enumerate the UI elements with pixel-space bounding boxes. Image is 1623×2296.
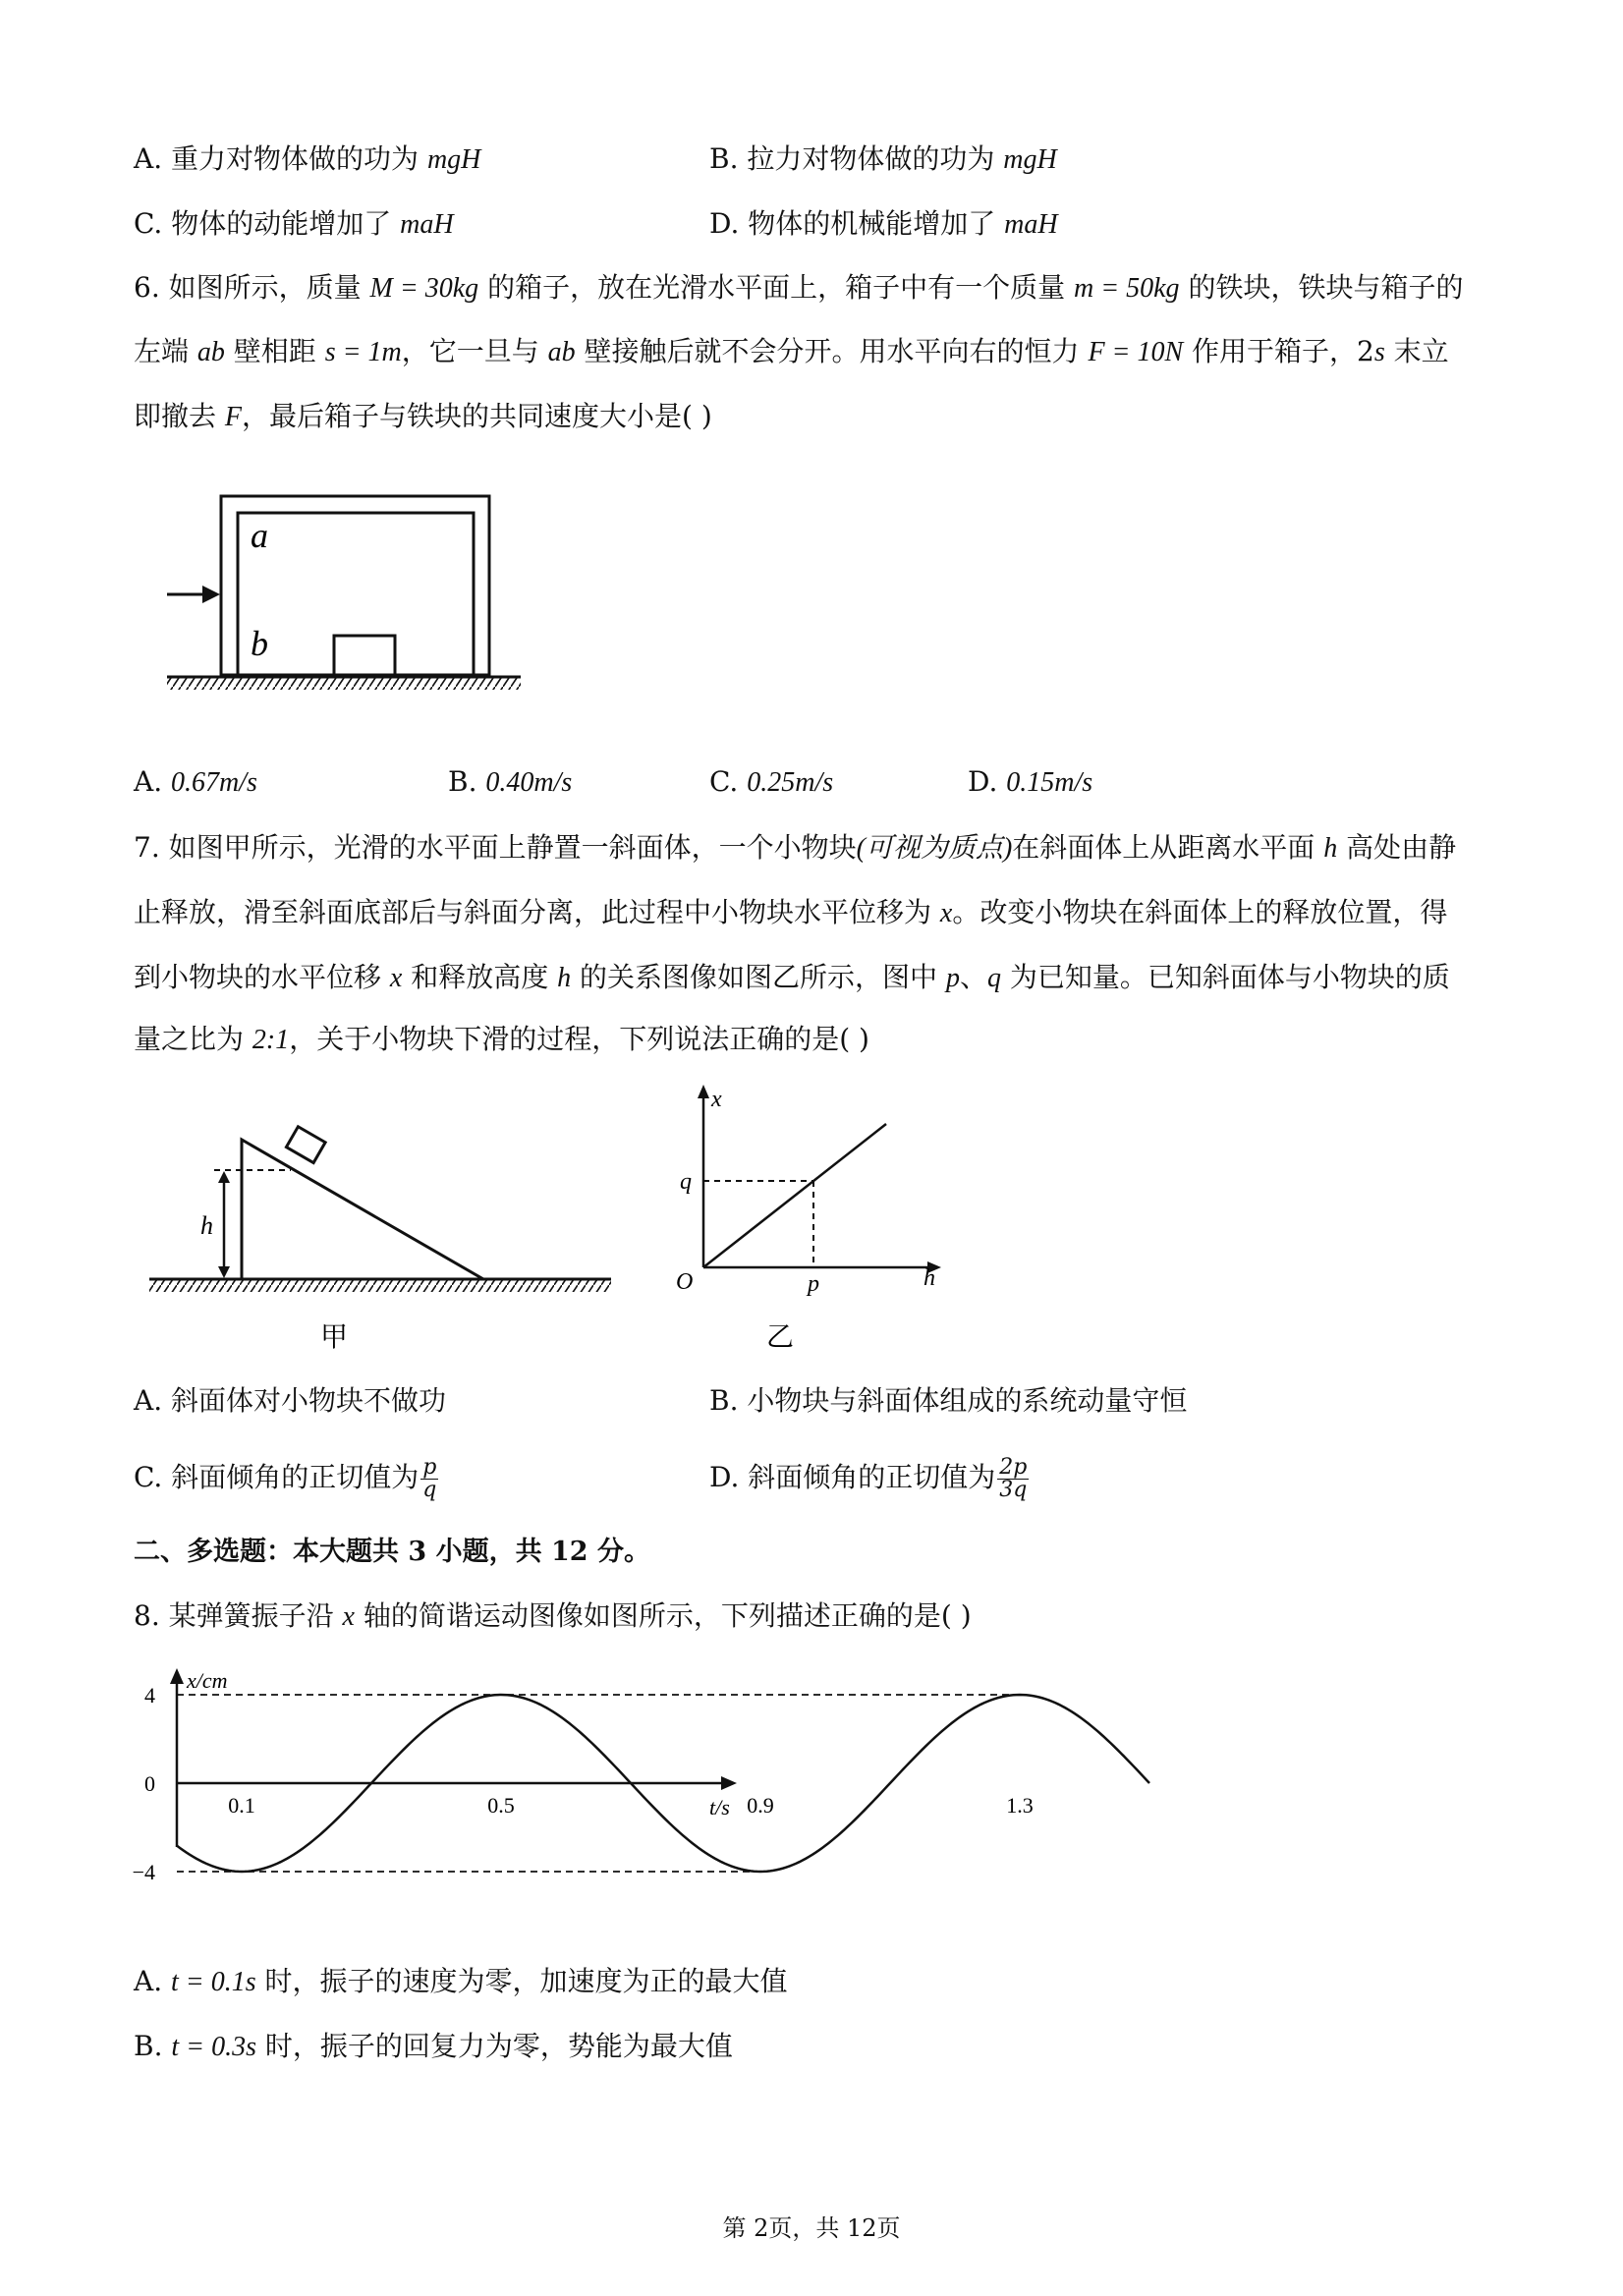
formula: t = 0.3s [171, 2032, 256, 2062]
text: 8. 某弹簧振子沿 [134, 1599, 343, 1632]
x-axis-arrow [698, 1085, 709, 1098]
y-tick-label: 0 [144, 1771, 155, 1796]
q5-option-b [709, 142, 1057, 177]
fraction [420, 1457, 438, 1501]
q7-stem-line4 [134, 1023, 869, 1057]
formula: 2:1 [252, 1025, 290, 1055]
option-text: C. 斜面倾角的正切值为 [134, 1461, 420, 1493]
text: 的箱子，放在光滑水平面上，箱子中有一个质量 [478, 271, 1074, 304]
ground-hatch [167, 678, 521, 690]
text: 到小物块的水平位移 [134, 961, 390, 993]
force-arrow-head [202, 586, 220, 603]
q6-option-a [134, 765, 257, 800]
formula: (可视为质点) [856, 833, 1013, 864]
option-label: A. [134, 765, 172, 798]
formula: maH [1004, 209, 1058, 240]
option-text: A. 斜面体对小物块不做功 [134, 1384, 447, 1417]
height-arrow-top [218, 1171, 230, 1183]
text: 作用于箱子，2 [1183, 335, 1374, 367]
q6-stem-line3 [134, 400, 712, 434]
text: 、 [959, 961, 987, 993]
formula: m = 50kg [1074, 273, 1180, 304]
text: 末立 [1384, 335, 1449, 367]
q8-shm-chart [132, 1660, 1034, 1926]
q-label: q [680, 1169, 692, 1195]
q6-stem-line2 [134, 335, 1449, 369]
q8-option-b [134, 2030, 733, 2064]
q5-option-a [134, 142, 480, 177]
x-tick-label: 0.9 [747, 1793, 774, 1818]
formula: s = 1m [324, 337, 402, 367]
text: 轴的简谐运动图像如图所示，下列描述正确的是( ) [354, 1599, 972, 1632]
text: 壁接触后就不会分开。用水平向右的恒力 [575, 335, 1089, 367]
q7-graph-figure [668, 1081, 963, 1356]
formula: x [939, 898, 953, 928]
text: 高处由静 [1337, 831, 1457, 864]
text: 即撤去 [134, 400, 225, 432]
formula: t = 0.1s [171, 1967, 256, 1997]
option-value: 0.40m/s [485, 767, 573, 798]
text: 量之比为 [134, 1023, 252, 1055]
text: 7. 如图甲所示，光滑的水平面上静置一斜面体，一个小物块 [134, 831, 857, 864]
formula: h [1323, 833, 1338, 864]
text: 为已知量。已知斜面体与小物块的质 [1000, 961, 1450, 993]
caption-jia: 甲 [320, 1322, 349, 1353]
numerator: p [422, 1455, 437, 1480]
incline-body [242, 1140, 483, 1279]
option-text: B. 拉力对物体做的功为 [709, 142, 1004, 175]
height-arrow-bottom [218, 1266, 230, 1278]
formula: h [557, 963, 572, 993]
x-tick-label: 1.3 [1006, 1793, 1034, 1818]
option-label: B. [448, 765, 486, 798]
text: ，关于小物块下滑的过程，下列说法正确的是( ) [289, 1023, 869, 1055]
q7-stem-line1 [134, 831, 1456, 866]
q6-option-d [968, 765, 1092, 800]
q6-stem-line1 [134, 271, 1463, 306]
text: B. [134, 2030, 172, 2062]
y-tick-label: −4 [132, 1860, 155, 1884]
q5-option-c [134, 207, 454, 242]
x-tick-label: 0.1 [228, 1793, 255, 1818]
q6-option-c [709, 765, 833, 800]
formula: mgH [426, 144, 481, 175]
formula: x [342, 1601, 355, 1632]
p-label: p [808, 1271, 819, 1297]
formula: q [986, 963, 1001, 993]
axis-x-label: x [711, 1087, 722, 1112]
text: 的铁块，铁块与箱子的 [1179, 271, 1464, 304]
iron-block [334, 636, 395, 675]
graph-line [703, 1124, 886, 1267]
t-axis-label: t/s [709, 1795, 730, 1820]
q7-stem-line2 [134, 896, 1447, 930]
option-value: 0.67m/s [171, 767, 257, 798]
text: 6. 如图所示，质量 [134, 271, 370, 304]
fraction [997, 1457, 1029, 1501]
text: 。改变小物块在斜面体上的释放位置，得 [952, 896, 1448, 928]
t-axis-arrow [721, 1776, 737, 1790]
wall-label-a: a [251, 516, 268, 555]
option-label: C. [709, 765, 748, 798]
option-text: A. 重力对物体做的功为 [134, 142, 427, 175]
text: ，最后箱子与铁块的共同速度大小是( ) [242, 400, 712, 432]
text: 的关系图像如图乙所示，图中 [571, 961, 946, 993]
formula: M = 30kg [369, 273, 479, 304]
x-tick-label: 0.5 [487, 1793, 515, 1818]
text: 壁相距 [224, 335, 325, 367]
y-tick-label: 4 [144, 1683, 155, 1708]
q6-box-figure [157, 486, 531, 712]
formula: maH [400, 209, 454, 240]
option-label: D. [968, 765, 1007, 798]
denominator: q [422, 1478, 437, 1502]
denominator: 3q [999, 1478, 1028, 1502]
text: A. [134, 1965, 172, 1997]
section-title: 二、多选题：本大题共 3 小题，共 12 分。 [134, 1537, 650, 1567]
wall-label-b: b [251, 624, 268, 663]
q7-option-b [709, 1384, 1187, 1418]
small-block [286, 1127, 325, 1163]
q7-option-a [134, 1384, 446, 1418]
ground-hatch [149, 1280, 611, 1292]
q8-option-a [134, 1965, 788, 1999]
option-text: D. 斜面倾角的正切值为 [709, 1461, 996, 1493]
formula: F [224, 402, 243, 432]
page-footer: 第 2页，共 12页 [722, 2214, 901, 2242]
option-value: 0.15m/s [1006, 767, 1093, 798]
text: 在斜面体上从距离水平面 [1012, 831, 1324, 864]
origin-label: O [676, 1269, 694, 1295]
formula: p [945, 963, 960, 993]
text: 和释放高度 [402, 961, 558, 993]
q7-incline-figure [138, 1120, 629, 1356]
q8-stem-line1 [134, 1599, 972, 1634]
caption-yi: 乙 [766, 1322, 795, 1353]
option-text: D. 物体的机械能增加了 [709, 207, 1005, 240]
q6-option-b [448, 765, 572, 800]
numerator: 2p [999, 1455, 1028, 1480]
height-label: h [200, 1211, 213, 1240]
option-text: C. 物体的动能增加了 [134, 207, 401, 240]
q7-stem-line3 [134, 961, 1450, 995]
formula: s [1373, 337, 1385, 367]
axis-h-label: h [923, 1265, 935, 1291]
formula: ab [196, 337, 225, 367]
q5-option-d [709, 207, 1058, 242]
x-axis-label: x/cm [187, 1668, 228, 1693]
q7-option-c [134, 1457, 438, 1501]
formula: x [389, 963, 403, 993]
formula: ab [547, 337, 576, 367]
text: 时，振子的回复力为零，势能为最大值 [255, 2030, 733, 2062]
text: 止释放，滑至斜面底部后与斜面分离，此过程中小物块水平位移为 [134, 896, 940, 928]
option-text: B. 小物块与斜面体组成的系统动量守恒 [709, 1384, 1188, 1417]
q7-option-d [709, 1457, 1029, 1501]
option-value: 0.25m/s [747, 767, 834, 798]
text: 时，振子的速度为零，加速度为正的最大值 [255, 1965, 788, 1997]
x-axis-arrow [170, 1668, 184, 1684]
formula: F = 10N [1088, 337, 1184, 367]
text: ，它一旦与 [401, 335, 548, 367]
text: 左端 [134, 335, 197, 367]
formula: mgH [1003, 144, 1057, 175]
